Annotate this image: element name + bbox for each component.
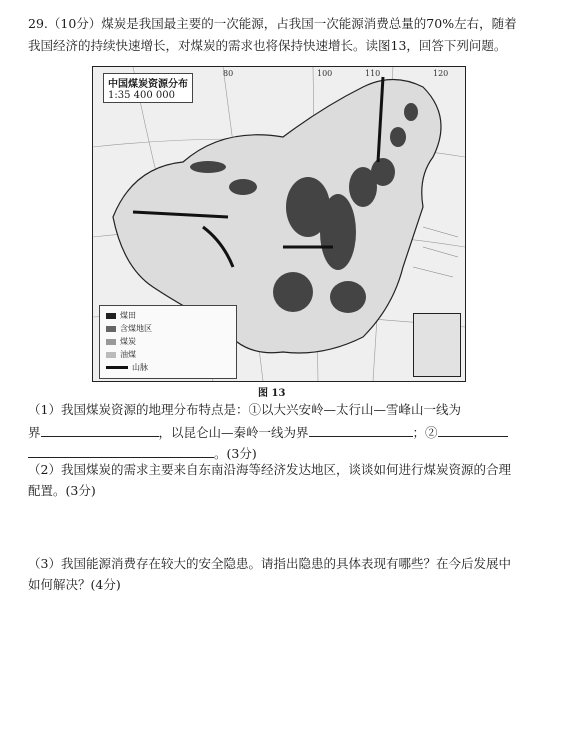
legend-swatch bbox=[106, 352, 116, 358]
figure-caption: 图 13 bbox=[258, 388, 286, 399]
q1-text-b-start: 界 bbox=[28, 425, 41, 440]
q1-blank-4[interactable] bbox=[28, 445, 214, 458]
legend-label: 煤田 bbox=[120, 311, 136, 320]
legend-item bbox=[106, 336, 136, 347]
coal-distribution-map bbox=[92, 66, 466, 382]
q1-text-c-end: 。(3分) bbox=[214, 446, 257, 461]
longitude-label-80: 80 bbox=[223, 69, 234, 78]
legend-label: 山脉 bbox=[132, 363, 148, 372]
legend-label: 油煤 bbox=[120, 350, 136, 359]
question-intro-line-1: 29.（10分）煤炭是我国最主要的一次能源，占我国一次能源消费总量的70%左右，随着 bbox=[28, 16, 517, 31]
q1-blank-3[interactable] bbox=[438, 424, 508, 437]
longitude-label-100: 100 bbox=[317, 69, 333, 78]
legend-swatch bbox=[106, 326, 116, 332]
legend-swatch bbox=[106, 366, 128, 369]
q1-line-3 bbox=[28, 445, 257, 462]
question-intro-line-2: 我国经济的持续快速增长，对煤炭的需求也将保持快速增长。读图13，回答下列问题。 bbox=[28, 38, 507, 53]
q1-line-1: （1）我国煤炭资源的地理分布特点是：①以大兴安岭—太行山—雪峰山一线为 bbox=[28, 402, 461, 417]
legend-item bbox=[106, 323, 152, 334]
longitude-label-110: 110 bbox=[365, 69, 381, 78]
q2-line-2: 配置。(3分) bbox=[28, 483, 96, 498]
longitude-label-120: 120 bbox=[433, 69, 449, 78]
legend-item bbox=[106, 310, 136, 321]
map-title-text: 中国煤炭资源分布 bbox=[108, 79, 188, 90]
q2-line-1: （2）我国煤炭的需求主要来自东南沿海等经济发达地区，谈谈如何进行煤炭资源的合理 bbox=[28, 462, 511, 477]
q3-line-1: （3）我国能源消费存在较大的安全隐患。请指出隐患的具体表现有哪些？在今后发展中 bbox=[28, 556, 511, 571]
legend-label: 煤炭 bbox=[120, 337, 136, 346]
legend-item bbox=[106, 362, 148, 373]
map-title bbox=[103, 73, 193, 103]
q1-text-b-end: ；② bbox=[412, 425, 438, 440]
q1-line-2 bbox=[28, 424, 508, 441]
q1-blank-1[interactable] bbox=[41, 424, 159, 437]
south-china-sea-inset bbox=[413, 313, 461, 377]
legend-swatch bbox=[106, 313, 116, 319]
legend-item bbox=[106, 349, 136, 360]
q1-blank-2[interactable] bbox=[309, 424, 413, 437]
q3-line-2: 如何解决？(4分) bbox=[28, 577, 121, 592]
legend-swatch bbox=[106, 339, 116, 345]
map-scale: 1:35 400 000 bbox=[108, 90, 175, 101]
map-legend bbox=[99, 305, 237, 379]
legend-label: 含煤地区 bbox=[120, 324, 152, 333]
q1-text-b-mid: ，以昆仑山—秦岭一线为界 bbox=[158, 425, 309, 440]
